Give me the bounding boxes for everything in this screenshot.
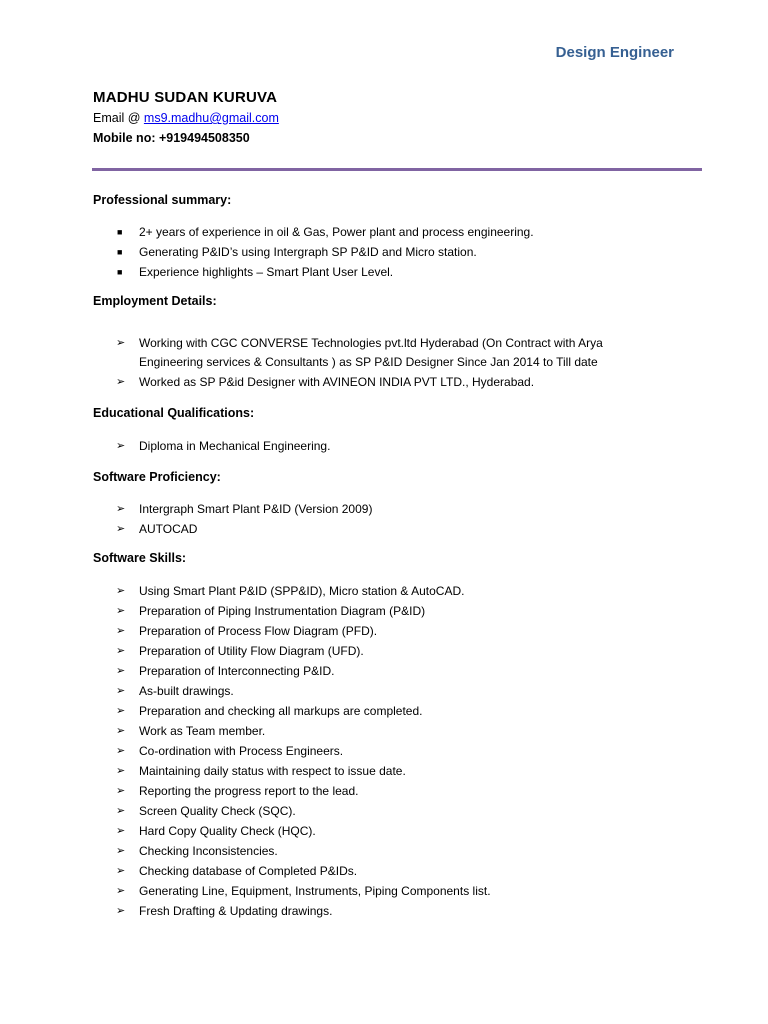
header-role: Design Engineer — [555, 44, 674, 61]
arrow-bullet-icon: ➢ — [116, 845, 126, 857]
software-proficiency-list — [0, 499, 372, 539]
arrow-bullet-icon: ➢ — [116, 765, 126, 777]
arrow-bullet-icon: ➢ — [116, 865, 126, 877]
section-title-software-skills: Software Skills: — [93, 551, 187, 565]
section-title-education: Educational Qualifications: — [93, 406, 255, 420]
list-item: ➢ Using Smart Plant P&ID (SPP&ID), Micro station & AutoCAD. — [0, 581, 491, 601]
email-link[interactable]: ms9.madhu@gmail.com — [143, 111, 279, 125]
section-title-employment: Employment Details: — [93, 294, 217, 308]
list-item: ➢ Screen Quality Check (SQC). — [0, 801, 491, 821]
list-item: ➢ Diploma in Mechanical Engineering. — [0, 436, 330, 456]
summary-list — [0, 222, 534, 282]
arrow-bullet-icon: ➢ — [116, 785, 126, 797]
arrow-bullet-icon: ➢ — [116, 745, 126, 757]
mobile-number: Mobile no: +919494508350 — [93, 131, 250, 145]
list-item: ➢ Preparation of Process Flow Diagram (PFD). — [0, 621, 491, 641]
arrow-bullet-icon: ➢ — [116, 905, 126, 917]
candidate-name: MADHU SUDAN KURUVA — [93, 89, 278, 106]
arrow-bullet-icon: ➢ — [116, 825, 126, 837]
square-bullet-icon: ■ — [117, 267, 123, 277]
list-item: ➢ Preparation of Utility Flow Diagram (UFD). — [0, 641, 491, 661]
section-title-summary: Professional summary: — [93, 193, 232, 207]
employment-list — [0, 334, 639, 392]
list-item: ➢ Hard Copy Quality Check (HQC). — [0, 821, 491, 841]
arrow-bullet-icon: ➢ — [116, 625, 126, 637]
list-item: ■ 2+ years of experience in oil & Gas, Power plant and process engineering. — [0, 222, 534, 242]
list-item: ➢ Working with CGC CONVERSE Technologies pvt.ltd Hyderabad (On Contract with Arya Engineering services & Consultants ) as SP P&ID Designer Since Jan 2014 to Till date — [116, 336, 603, 369]
list-item: ➢ Preparation of Piping Instrumentation Diagram (P&ID) — [0, 601, 491, 621]
list-item: ➢ Maintaining daily status with respect to issue date. — [0, 761, 491, 781]
list-item: ➢ Work as Team member. — [0, 721, 491, 741]
list-item: ➢ Worked as SP P&id Designer with AVINEON INDIA PVT LTD., Hyderabad. — [0, 372, 639, 392]
arrow-bullet-icon: ➢ — [116, 685, 126, 697]
list-item: ➢ Fresh Drafting & Updating drawings. — [0, 901, 491, 921]
list-item: ➢ Preparation of Interconnecting P&ID. — [0, 661, 491, 681]
arrow-bullet-icon: ➢ — [116, 645, 126, 657]
email-label: Email @ — [93, 111, 144, 125]
list-item: ➢ Reporting the progress report to the lead. — [0, 781, 491, 801]
arrow-bullet-icon: ➢ — [116, 665, 126, 677]
list-item: ■ Experience highlights – Smart Plant User Level. — [0, 262, 534, 282]
list-item: ➢ Intergraph Smart Plant P&ID (Version 2009) — [0, 499, 372, 519]
list-item: ➢ Generating Line, Equipment, Instruments, Piping Components list. — [0, 881, 491, 901]
list-item: ■ Generating P&ID’s using Intergraph SP P&ID and Micro station. — [0, 242, 534, 262]
arrow-bullet-icon: ➢ — [116, 885, 126, 897]
email-line — [93, 111, 279, 125]
header-divider — [92, 168, 702, 171]
list-item: ➢ AUTOCAD — [0, 519, 372, 539]
list-item: ➢ Co-ordination with Process Engineers. — [0, 741, 491, 761]
arrow-bullet-icon: ➢ — [116, 585, 126, 597]
arrow-bullet-icon: ➢ — [116, 523, 126, 535]
list-item: ➢ As-built drawings. — [0, 681, 491, 701]
arrow-bullet-icon: ➢ — [116, 337, 126, 349]
arrow-bullet-icon: ➢ — [116, 605, 126, 617]
education-list — [0, 436, 330, 456]
list-item: ➢ Checking database of Completed P&IDs. — [0, 861, 491, 881]
arrow-bullet-icon: ➢ — [116, 440, 126, 452]
list-item: ➢ Checking Inconsistencies. — [0, 841, 491, 861]
square-bullet-icon: ■ — [117, 247, 123, 257]
arrow-bullet-icon: ➢ — [116, 503, 126, 515]
arrow-bullet-icon: ➢ — [116, 376, 126, 388]
arrow-bullet-icon: ➢ — [116, 725, 126, 737]
list-item: ➢ Preparation and checking all markups are completed. — [0, 701, 491, 721]
section-title-software-proficiency: Software Proficiency: — [93, 470, 221, 484]
arrow-bullet-icon: ➢ — [116, 705, 126, 717]
arrow-bullet-icon: ➢ — [116, 805, 126, 817]
square-bullet-icon: ■ — [117, 227, 123, 237]
software-skills-list — [0, 581, 491, 921]
